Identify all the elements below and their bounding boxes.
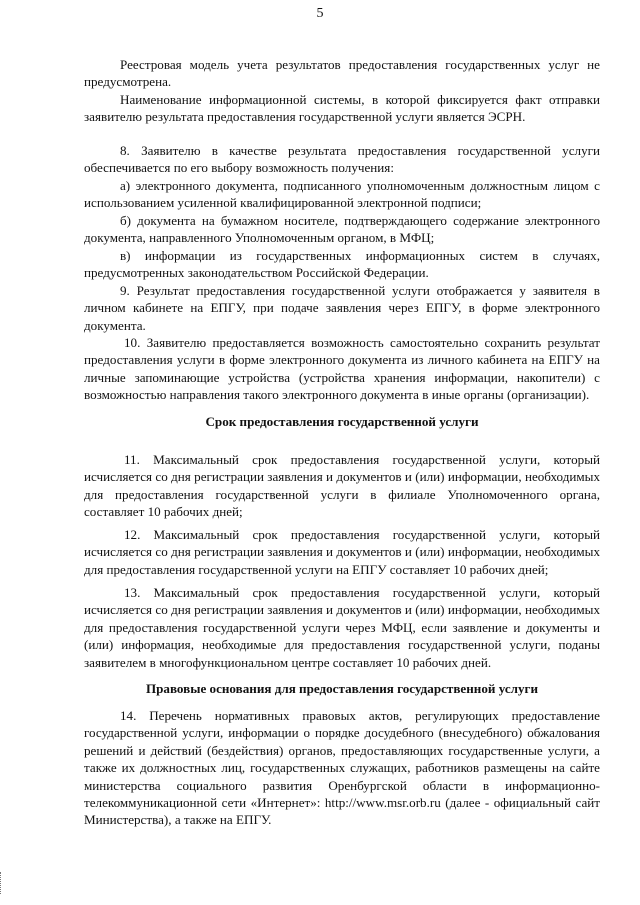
paragraph-14: 14. Перечень нормативных правовых актов, регулирующих предоставление государственной услуги, информации о порядке досудебного (внесудебного) обжалования решений и действий (бездействия) органов, предоставляющих государственные услуги, а также их должностных лиц, государственных служащих, работников размещены на сайте министерства социального развития Оренбургской области в информационно-телекоммуникационной сети «Интернет»: http://www.msr.orb.ru (далее - официальный сайт Министерства), а также на ЕПГУ.: [84, 708, 600, 828]
paragraph-8c: в) информации из государственных информационных систем в случаях, предусмотренных законодательством Российской Федерации.: [84, 248, 600, 281]
page-number: 5: [316, 6, 324, 21]
paragraph-registry-model: Реестровая модель учета результатов предоставления государственных услуг не предусмотрена.: [84, 57, 600, 90]
heading-legal-basis: Правовые основания для предоставления государственной услуги: [145, 681, 539, 696]
scan-edge-mark: [0, 872, 2, 894]
paragraph-9: 9. Результат предоставления государственной услуги отображается у заявителя в личном кабинете на ЕПГУ, при подаче заявления через ЕПГУ, в форме электронного документа.: [84, 283, 600, 333]
paragraph-8: 8. Заявителю в качестве результата предоставления государственной услуги обеспечивается по его выбору возможность получения:: [84, 143, 600, 176]
paragraph-8b: б) документа на бумажном носителе, подтверждающего содержание электронного документа, направленного Уполномоченным органом, в МФЦ;: [84, 213, 600, 246]
paragraph-12: 12. Максимальный срок предоставления государственной услуги, который исчисляется со дня регистрации заявления и документов и (или) информации, необходимых для предоставления государственной услуги на ЕПГУ составляет 10 рабочих дней;: [84, 527, 600, 577]
paragraph-8a: а) электронного документа, подписанного уполномоченным должностным лицом с использованием усиленной квалифицированной электронной подписи;: [84, 178, 600, 211]
paragraph-info-system: Наименование информационной системы, в которой фиксируется факт отправки заявителю результата предоставления государственной услуги является ЭСРН.: [84, 92, 600, 125]
paragraph-13: 13. Максимальный срок предоставления государственной услуги, который исчисляется со дня регистрации заявления и документов и (или) информации, необходимых для предоставления государственной услуги через МФЦ, если заявление и документы и (или) информация, необходимые для предоставления государственной услуги, поданы заявителем в многофункциональном центре составляет 10 рабочих дней.: [84, 585, 600, 670]
paragraph-11: 11. Максимальный срок предоставления государственной услуги, который исчисляется со дня регистрации заявления и документов и (или) информации, необходимых для предоставления государственной услуги в филиале Уполномоченного органа, составляет 10 рабочих дней;: [84, 452, 600, 520]
paragraph-10: 10. Заявителю предоставляется возможность самостоятельно сохранить результат предоставления услуги в форме электронного документа из личного кабинета на ЕПГУ на личные запоминающие устройства (устройства хранения информации, накопители) с возможностью направления такого электронного документа в иные органы (организации).: [84, 335, 600, 403]
heading-service-term: Срок предоставления государственной услуги: [205, 414, 479, 429]
